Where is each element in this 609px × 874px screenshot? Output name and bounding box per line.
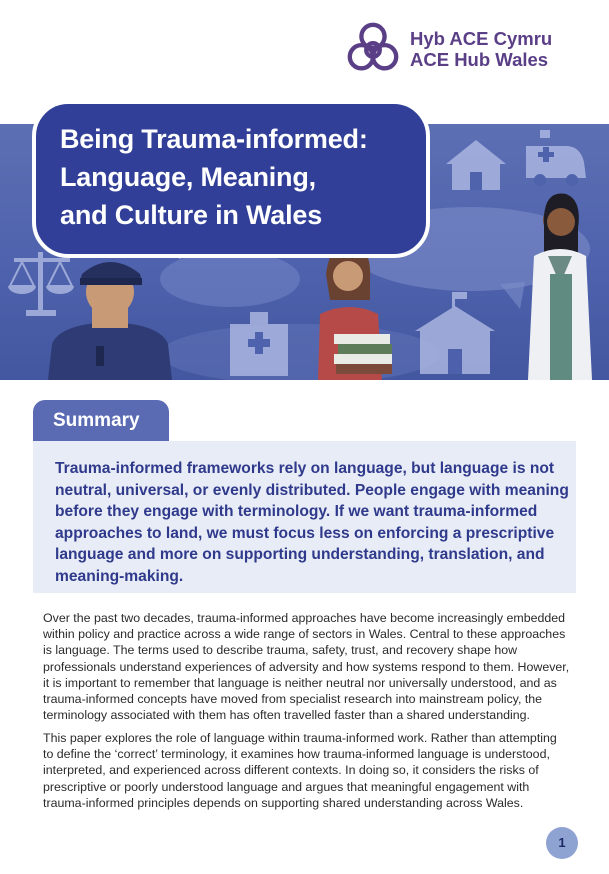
logo-line-english: ACE Hub Wales xyxy=(410,49,549,70)
logo-line-welsh: Hyb ACE Cymru xyxy=(410,28,553,49)
scales-of-justice-icon xyxy=(8,252,74,316)
police-officer-figure xyxy=(48,262,172,380)
ambulance-icon xyxy=(526,130,586,186)
school-icon xyxy=(415,292,495,374)
title-line-2: Language, Meaning, xyxy=(60,162,316,192)
hospital-icon xyxy=(230,312,288,376)
ace-hub-wales-logo xyxy=(344,20,552,78)
title-line-3: and Culture in Wales xyxy=(60,200,323,230)
summary-heading: Summary xyxy=(53,410,140,431)
page-title xyxy=(60,120,420,234)
summary-tab xyxy=(33,400,169,442)
summary-text: Trauma-informed frameworks rely on language, but language is not neutral, universal, or evenly distributed. People engage with meaning before they engage with terminology. If we want trauma-informed approaches to land, we must focus less on enforcing a prescriptive language and more on supporting understanding, translation, and meaning-making. xyxy=(55,460,569,585)
summary-box xyxy=(33,441,576,593)
page-number: 1 xyxy=(546,827,578,859)
title-line-1: Being Trauma-informed: xyxy=(60,124,368,154)
body-paragraph-2: This paper explores the role of language within trauma-informed work. Rather than attempting to define the ‘correct’ terminology, it examines how trauma-informed language is understood, interpreted, and experienced across different contexts. In doing so, it considers the risks of prescriptive or poorly understood language and argues that meaningful engagement with trauma-informed principles depends on supporting shared understanding across Wales. xyxy=(43,731,557,810)
knot-icon xyxy=(344,20,402,78)
title-bubble xyxy=(32,100,430,258)
house-icon xyxy=(446,140,506,190)
body-paragraph-1: Over the past two decades, trauma-informed approaches have become increasingly embedded within policy and practice across a wide range of sectors in Wales. Central to these approaches is language. The terms used to describe trauma, safety, trust, and recovery shape how professionals understand experiences of adversity and how systems respond to them. However, it is important to remember that language is neither neutral nor universally understood, and as trauma-informed concepts have moved from specialist research into mainstream policy, the terminology associated with them has often travelled faster than a shared understanding. xyxy=(43,611,570,723)
